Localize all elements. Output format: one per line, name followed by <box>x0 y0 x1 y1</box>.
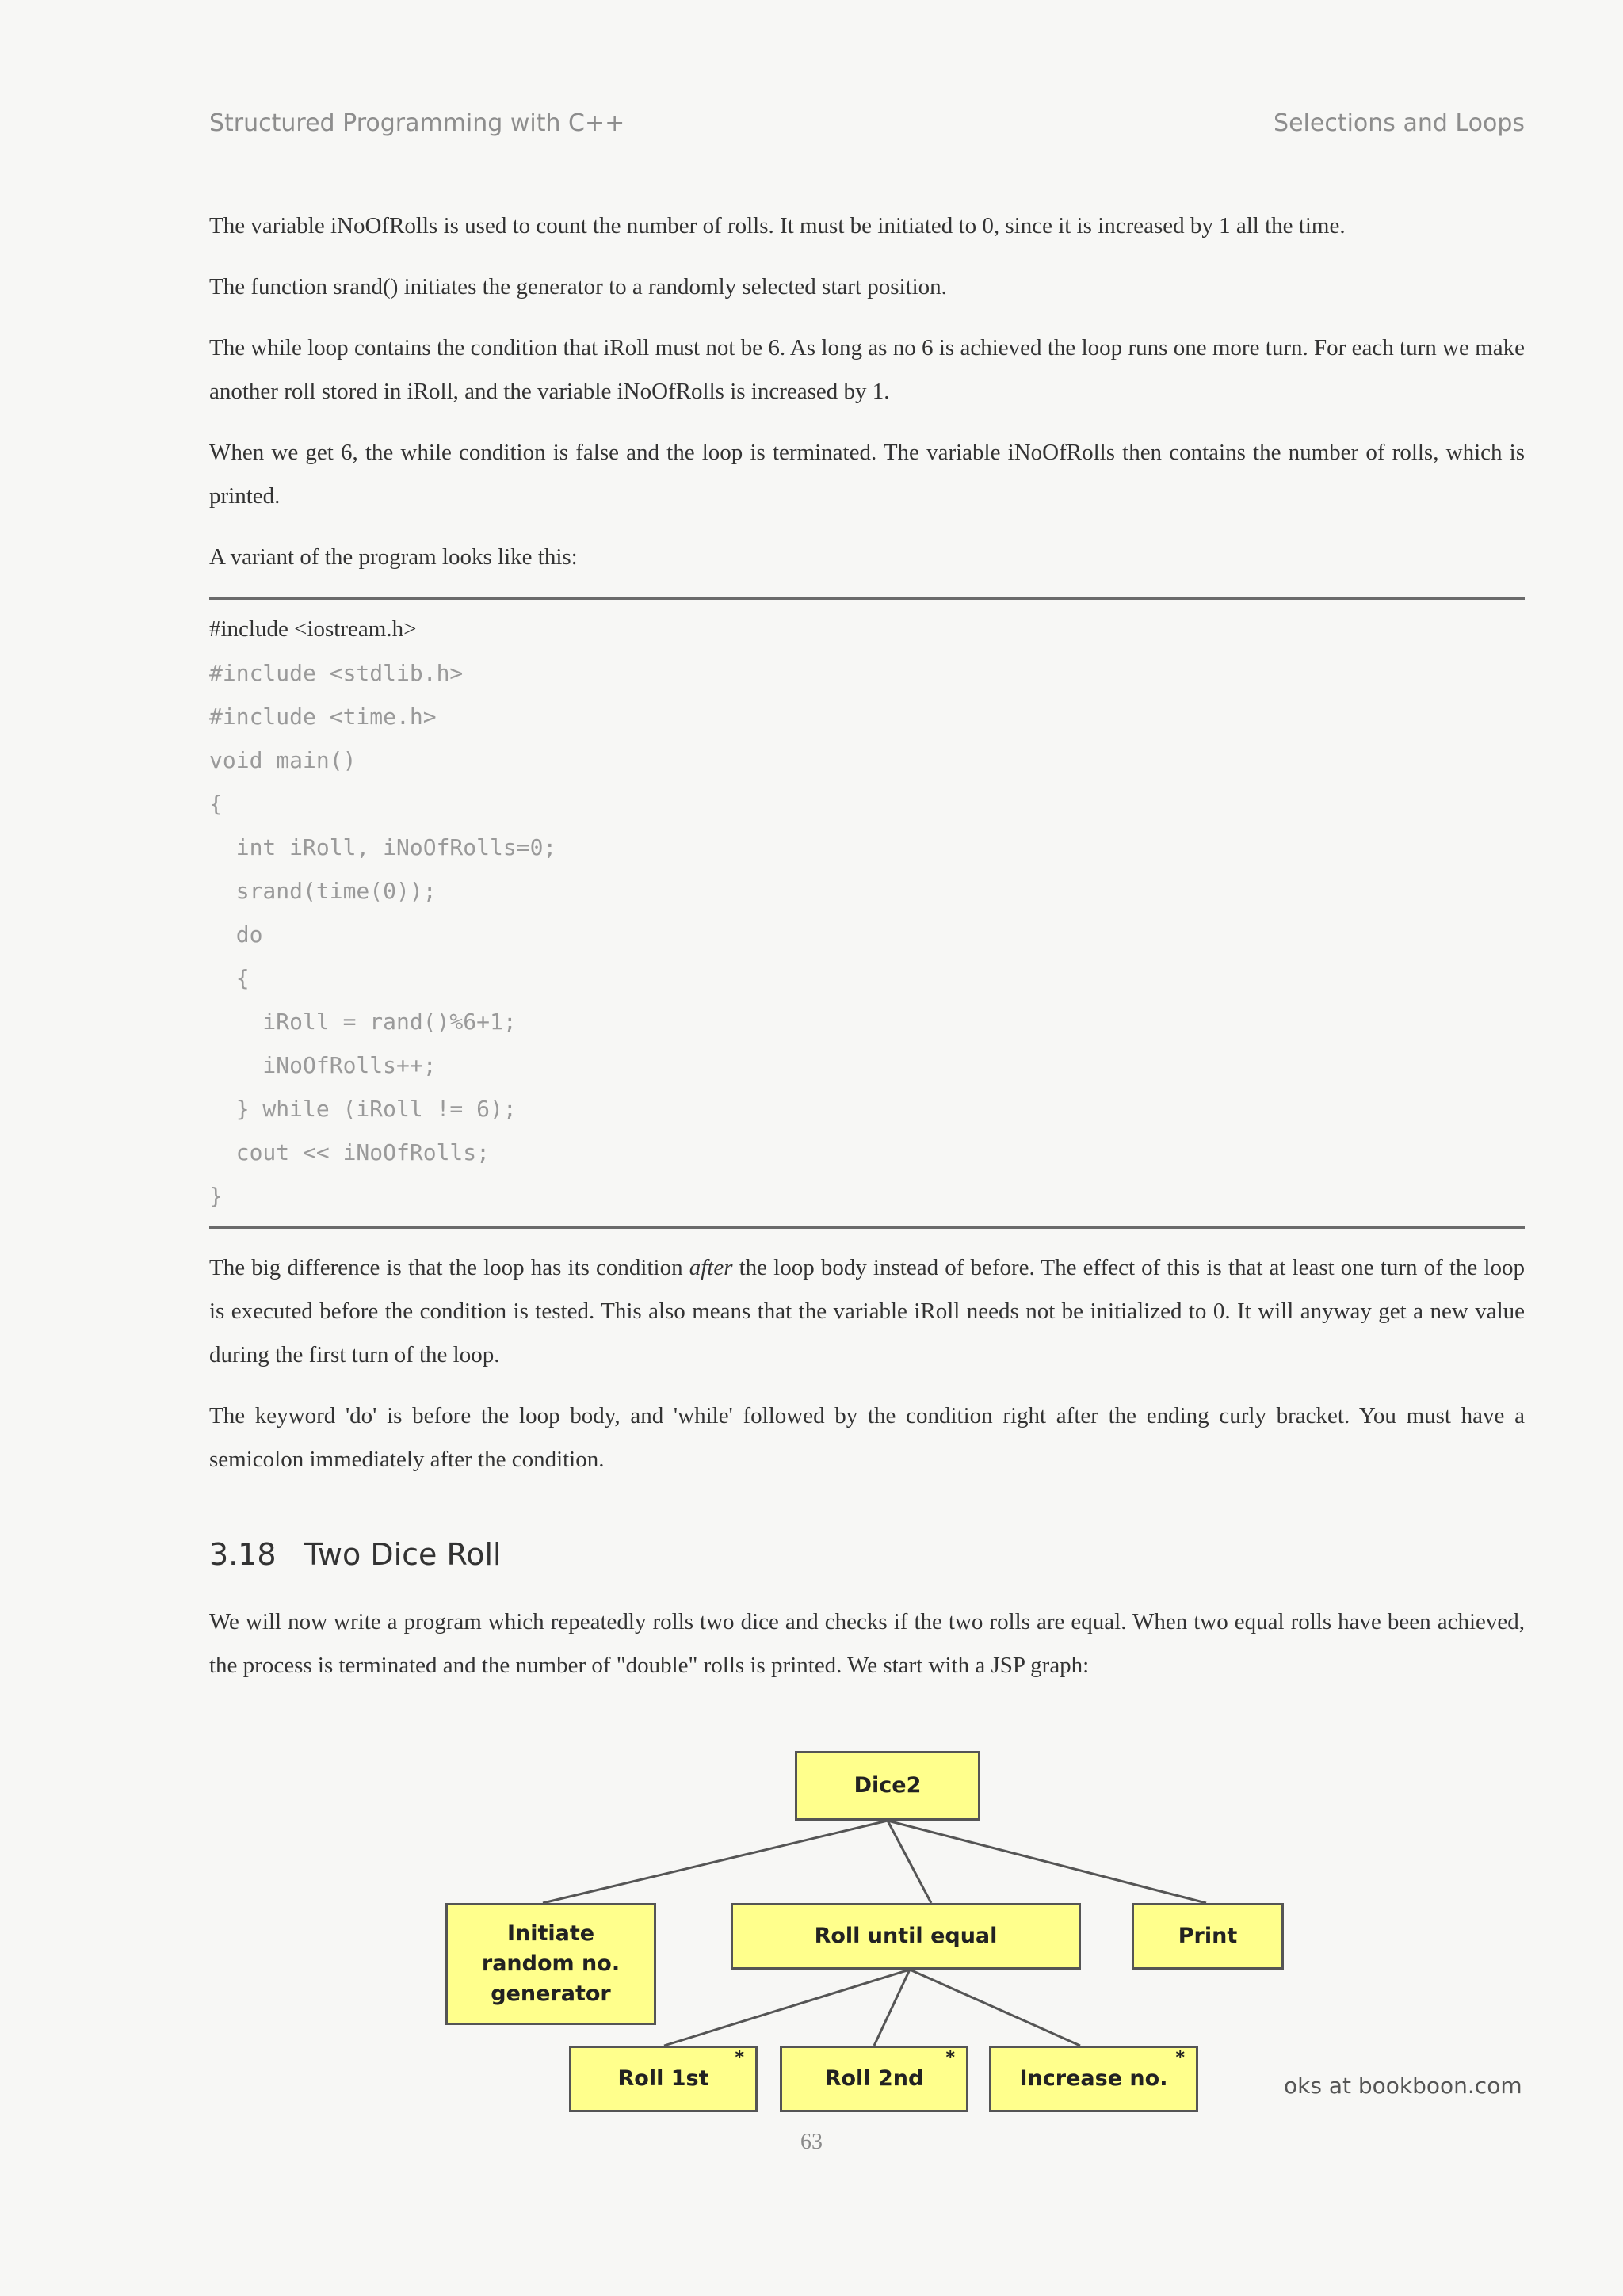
jsp-box-increase-no: Increase no. * <box>989 2046 1198 2112</box>
section-heading <box>209 1537 1525 1572</box>
code-line: srand(time(0)); <box>209 878 437 904</box>
code-line: cout << iNoOfRolls; <box>209 1139 491 1165</box>
paragraph: The variable iNoOfRolls is used to count the number of rolls. It must be initiated to 0, since it is increased by 1 all the time. <box>209 213 1346 238</box>
body-text <box>209 204 1525 1705</box>
code-line: iNoOfRolls++; <box>209 1052 437 1078</box>
jsp-box-root: Dice2 <box>795 1751 980 1821</box>
paragraph: When we get 6, the while condition is false and the loop is terminated. The variable iNoOfRolls then contains the number of rolls, which is printed. <box>209 440 1525 509</box>
page-number: 63 <box>800 2130 823 2154</box>
code-bottom-rule <box>209 1226 1525 1229</box>
header-chapter-title: Selections and Loops <box>1274 109 1525 137</box>
header-book-title: Structured Programming with C++ <box>209 109 625 137</box>
iteration-marker: * <box>1175 2048 1185 2068</box>
paragraph: A variant of the program looks like this: <box>209 544 578 570</box>
code-line: { <box>209 965 250 991</box>
section-number: 3.18 <box>209 1537 277 1572</box>
code-line: iRoll = rand()%6+1; <box>209 1009 517 1035</box>
paragraph: The keyword 'do' is before the loop body, and 'while' followed by the condition right after the ending curly bracket. You must have a semicolon immediately after the condition. <box>209 1403 1525 1472</box>
code-line: #include <time.h> <box>209 704 437 730</box>
jsp-box-roll-until-equal: Roll until equal <box>731 1903 1081 1970</box>
footer-link[interactable]: oks at bookboon.com <box>1284 2073 1522 2099</box>
iteration-marker: * <box>735 2048 744 2068</box>
iteration-marker: * <box>945 2048 955 2068</box>
paragraph: We will now write a program which repeatedly rolls two dice and checks if the two rolls are equal. When two equal rolls have been achieved, the process is terminated and the number of "double" rolls is printed. We start with a JSP graph: <box>209 1609 1525 1678</box>
jsp-box-print: Print <box>1132 1903 1284 1970</box>
paragraph: The function srand() initiates the generator to a randomly selected start position. <box>209 274 947 299</box>
code-line: #include <iostream.h> <box>209 616 417 642</box>
code-line: void main() <box>209 747 357 773</box>
paragraph: The while loop contains the condition that iRoll must not be 6. As long as no 6 is achieved the loop runs one more turn. For each turn we make another roll stored in iRoll, and the variable iNoOfRolls is increased by 1. <box>209 335 1525 404</box>
code-line: do <box>209 921 263 948</box>
jsp-box-roll-1st: Roll 1st * <box>569 2046 758 2112</box>
code-line: #include <stdlib.h> <box>209 660 464 686</box>
code-line: } while (iRoll != 6); <box>209 1096 517 1122</box>
code-listing <box>209 600 1525 1226</box>
section-title: Two Dice Roll <box>304 1537 502 1572</box>
code-line: } <box>209 1183 223 1209</box>
jsp-box-initiate: Initiate random no. generator <box>445 1903 656 2025</box>
jsp-box-roll-2nd: Roll 2nd * <box>780 2046 968 2112</box>
code-line: { <box>209 791 223 817</box>
code-line: int iRoll, iNoOfRolls=0; <box>209 834 557 860</box>
paragraph: The big difference is that the loop has its condition after the loop body instead of before. The effect of this is that at least one turn of the loop is executed before the condition is tested. This also means that the variable iRoll needs not be initialized to 0. It will anyway get a new value during the first turn of the loop. <box>209 1255 1525 1367</box>
